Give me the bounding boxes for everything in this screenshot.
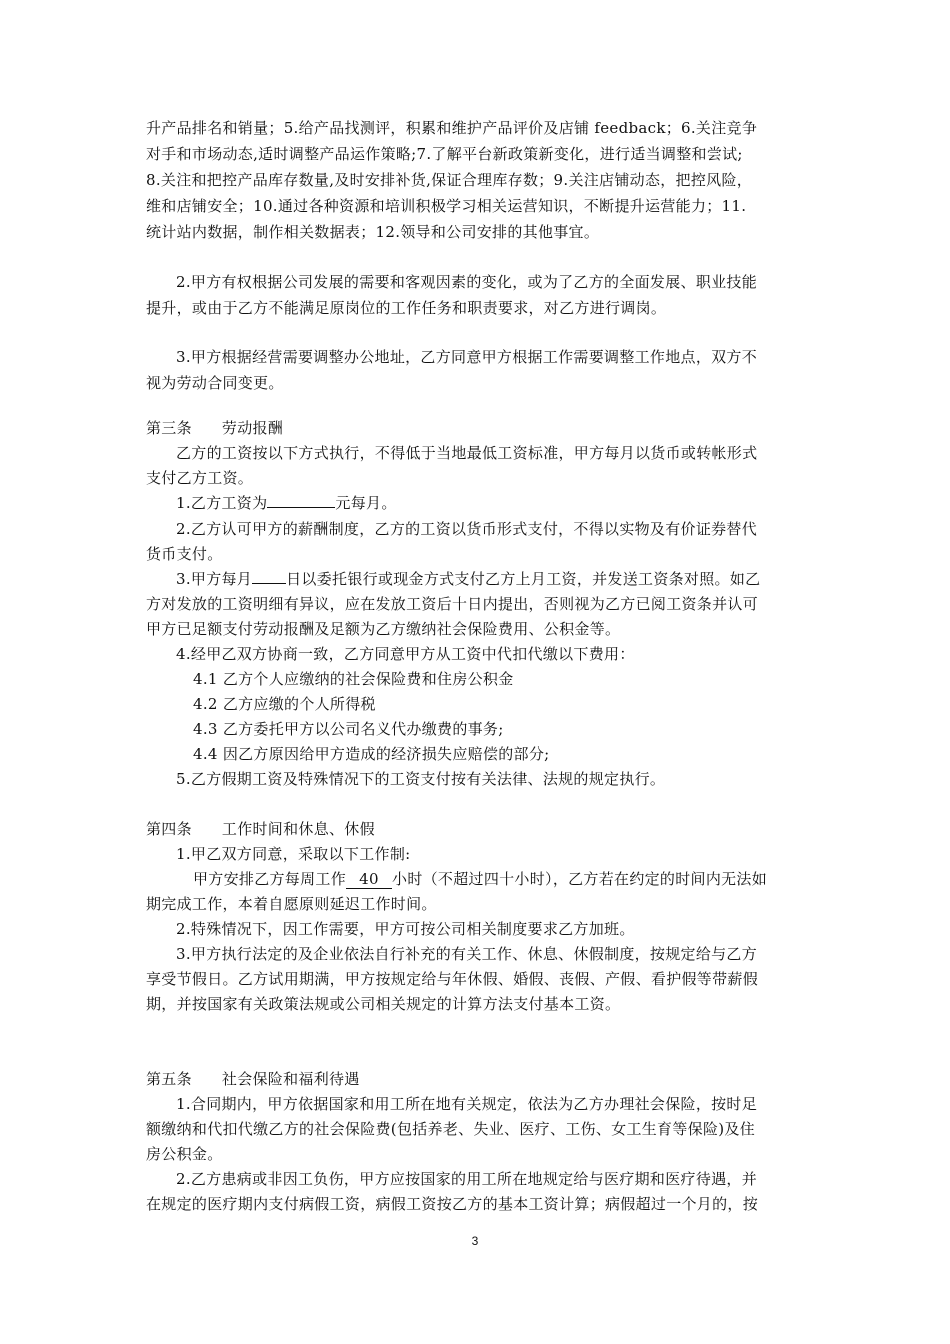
- article-number: 第三条: [146, 419, 192, 437]
- text-line: 4.4 因乙方原因给甲方造成的经济损失应赔偿的部分;: [193, 745, 550, 763]
- text-line: 2.乙方患病或非因工负伤，甲方应按国家的用工所在地规定给与医疗期和医疗待遇，并: [176, 1170, 758, 1188]
- text-line: 5.乙方假期工资及特殊情况下的工资支付按有关法律、法规的规定执行。: [176, 770, 666, 788]
- text-line: 支付乙方工资。: [146, 469, 254, 487]
- text-line: 2.甲方有权根据公司发展的需要和客观因素的变化，或为了乙方的全面发展、职业技能: [176, 273, 758, 291]
- text-line: 提升，或由于乙方不能满足原岗位的工作任务和职责要求，对乙方进行调岗。: [146, 299, 667, 317]
- text-line: 甲方已足额支付劳动报酬及足额为乙方缴纳社会保险费用、公积金等。: [146, 620, 621, 638]
- text-line: 视为劳动合同变更。: [146, 374, 284, 392]
- hours-line: [193, 868, 810, 890]
- text-span: 3.甲方每月: [176, 570, 253, 588]
- text-line: 额缴纳和代扣代缴乙方的社会保险费(包括养老、失业、医疗、工伤、女工生育等保险)及住: [146, 1120, 756, 1138]
- text-line: 房公积金。: [146, 1145, 223, 1163]
- article-5-heading: [146, 1068, 810, 1090]
- salary-blank: [267, 507, 335, 508]
- article-number: 第四条: [146, 820, 192, 838]
- text-line: 1.合同期内，甲方依据国家和用工所在地有关规定，依法为乙方办理社会保险，按时足: [176, 1095, 758, 1113]
- text-line: 4.1 乙方个人应缴纳的社会保险费和住房公积金: [193, 670, 514, 688]
- text-line: 货币支付。: [146, 545, 223, 563]
- text-line: 统计站内数据，制作相关数据表；12.领导和公司安排的其他事宜。: [146, 223, 600, 241]
- text-line: 2.乙方认可甲方的薪酬制度，乙方的工资以货币形式支付，不得以实物及有价证券替代: [176, 520, 758, 538]
- text-span: 小时（不超过四十小时），乙方若在约定的时间内无法如: [392, 870, 768, 888]
- article-number: 第五条: [146, 1070, 192, 1088]
- text-line: 4.3 乙方委托甲方以公司名义代办缴费的事务;: [193, 720, 504, 738]
- text-line: 在规定的医疗期内支付病假工资，病假工资按乙方的基本工资计算；病假超过一个月的，按: [146, 1195, 759, 1213]
- text-span: 甲方安排乙方每周工作: [193, 870, 347, 888]
- text-line: 1.甲乙双方同意，采取以下工作制:: [176, 845, 411, 863]
- text-line: 方对发放的工资明细有异议，应在发放工资后十日内提出，否则视为乙方已阅工资条并认可: [146, 595, 759, 613]
- hours-value: 40: [346, 870, 392, 889]
- text-line: 3.甲方根据经营需要调整办公地址，乙方同意甲方根据工作需要调整工作地点，双方不: [176, 348, 758, 366]
- text-line: 4.经甲乙双方协商一致，乙方同意甲方从工资中代扣代缴以下费用：: [176, 645, 635, 663]
- page-number: 3: [471, 1234, 479, 1248]
- text-line: 期，并按国家有关政策法规或公司相关规定的计算方法支付基本工资。: [146, 995, 621, 1013]
- text-line: 升产品排名和销量；5.给产品找测评，积累和维护产品评价及店铺 feedback；6.关注竞争: [146, 119, 758, 137]
- text-line: 4.2 乙方应缴的个人所得税: [193, 695, 376, 713]
- payday-line: [176, 568, 810, 590]
- text-line: 3.甲方执行法定的及企业依法自行补充的有关工作、休息、休假制度，按规定给与乙方: [176, 945, 758, 963]
- text-line: 2.特殊情况下，因工作需要，甲方可按公司相关制度要求乙方加班。: [176, 920, 635, 938]
- text-line: 维和店铺安全；10.通过各种资源和培训积极学习相关运营知识，不断提升运营能力；11.: [146, 197, 747, 215]
- text-line: 享受节假日。乙方试用期满，甲方按规定给与年休假、婚假、丧假、产假、看护假等带薪假: [146, 970, 759, 988]
- article-3-heading: [146, 417, 810, 439]
- text-line: 乙方的工资按以下方式执行，不得低于当地最低工资标准，甲方每月以货币或转帐形式: [176, 444, 758, 462]
- text-span: 元每月。: [335, 494, 397, 512]
- text-span: 1.乙方工资为: [176, 494, 268, 512]
- text-line: 对手和市场动态,适时调整产品运作策略;7.了解平台新政策新变化，进行适当调整和尝试;: [146, 145, 743, 163]
- text-span: 日以委托银行或现金方式支付乙方上月工资，并发送工资条对照。如乙: [286, 570, 761, 588]
- salary-line: [176, 492, 810, 514]
- article-4-heading: [146, 818, 810, 840]
- payday-blank: [252, 583, 286, 584]
- text-line: 期完成工作，本着自愿原则延迟工作时间。: [146, 895, 437, 913]
- article-title: 工作时间和休息、休假: [221, 820, 375, 838]
- article-title: 社会保险和福利待遇: [221, 1070, 360, 1088]
- article-title: 劳动报酬: [221, 419, 284, 437]
- text-line: 8.关注和把控产品库存数量,及时安排补货,保证合理库存数；9.关注店铺动态，把控风险，: [146, 171, 753, 189]
